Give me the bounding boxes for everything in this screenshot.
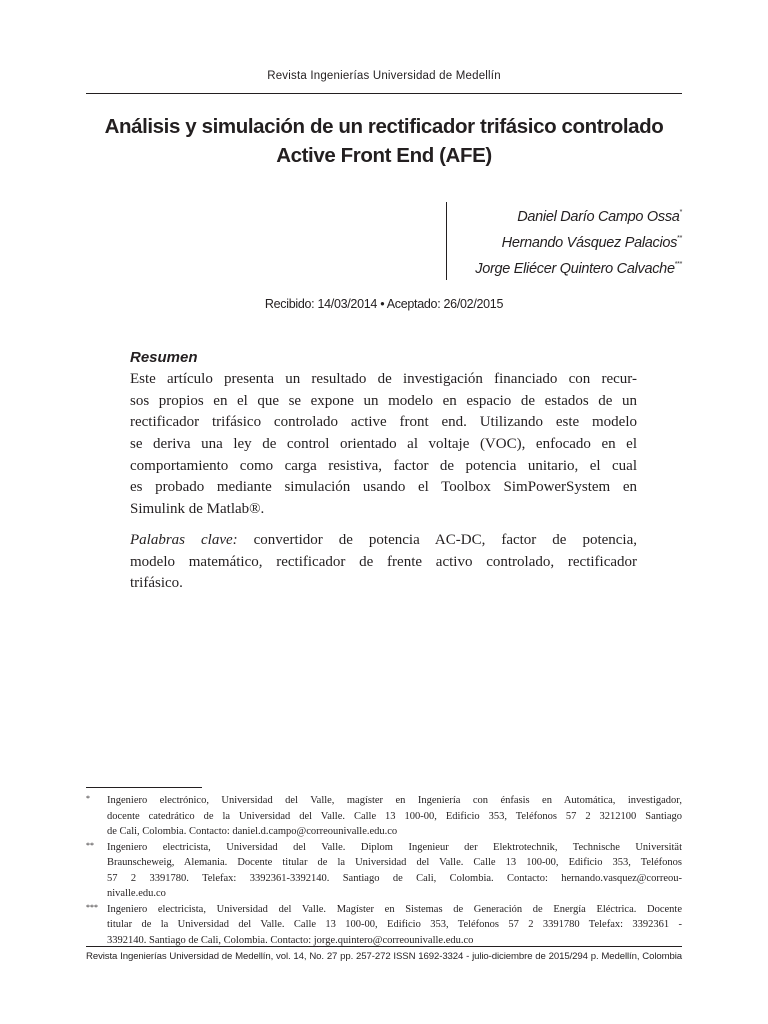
- keywords-line-2: modelo matemático, rectificador de frente activo controlado, rectificador: [130, 553, 637, 570]
- title-line-2: Active Front End (AFE): [276, 144, 492, 167]
- abstract-line: sos propios en el que se expone un modelo en espacio de estados de un: [130, 392, 637, 409]
- footnote-mark: *: [86, 794, 90, 803]
- footnote: [86, 840, 682, 902]
- abstract-line: se deriva una ley de control orientado al voltaje (VOC), enfocado en el: [130, 436, 637, 453]
- abstract-line: es probado mediante simulación usando el Toolbox SimPowerSystem en: [130, 479, 637, 496]
- footnotes: [86, 793, 682, 948]
- footnote-mark: ***: [86, 902, 98, 912]
- abstract-line: rectificador trifásico controlado active front end. Utilizando este modelo: [130, 414, 637, 431]
- footnote-line: nivalle.edu.co: [107, 888, 166, 899]
- footnote-line: Ingeniero electrónico, Universidad del Valle, magíster en Ingeniería con énfasis en Automática, investigador,: [107, 795, 682, 806]
- abstract-line: comportamiento como carga resistiva, factor de potencia unitario, el cual: [130, 457, 637, 474]
- footnote-line: de Cali, Colombia. Contacto: daniel.d.campo@correounivalle.edu.co: [107, 826, 398, 837]
- footnote-line: 57 2 3391780. Telefax: 3392361-3392140. Santiago de Cali, Colombia. Contacto: hernando.vasquez@correou-: [107, 872, 682, 884]
- footnote-line: Ingeniero electricista, Universidad del Valle. Magíster en Sistemas de Generación de Energía Eléctrica. Docente: [107, 903, 682, 915]
- journal-header: Revista Ingenierías Universidad de Medellín: [267, 70, 501, 82]
- author: Daniel Darío Campo Ossa*: [517, 209, 682, 225]
- footer-rule: [86, 946, 682, 947]
- footnote-line: Ingeniero electricista, Universidad del Valle. Diplom Ingenieur der Elektrotechnik, Technische Universität: [107, 841, 682, 853]
- page-footer: Revista Ingenierías Universidad de Medellín, vol. 14, No. 27 pp. 257-272 ISSN 1692-3324 - julio-diciembre de 2015/294 p. Medellín, Colombia: [86, 951, 682, 962]
- author-list: [446, 202, 682, 280]
- footnote-mark: **: [86, 840, 94, 850]
- keywords-label: Palabras clave:: [130, 531, 238, 548]
- footnote-rule: [86, 787, 202, 788]
- keywords-line-3: trifásico.: [130, 575, 183, 592]
- abstract-line: Este artículo presenta un resultado de investigación financiado con recur-: [130, 371, 637, 387]
- abstract: [130, 348, 637, 595]
- footnote: [86, 902, 682, 949]
- footnote-line: Braunscheweig, Alemania. Docente titular de la Universidad del Valle. Calle 13 100-00, Edificio 353, Teléfonos: [107, 857, 682, 868]
- keywords: [130, 530, 637, 595]
- received-accepted-dates: Recibido: 14/03/2014 • Aceptado: 26/02/2015: [264, 297, 504, 311]
- title-line-1: Análisis y simulación de un rectificador trifásico controlado: [104, 115, 664, 138]
- author: Jorge Eliécer Quintero Calvache***: [475, 261, 682, 277]
- article-title: [86, 112, 682, 170]
- footnote-line: titular de la Universidad del Valle. Calle 13 100-00, Edificio 353, Teléfonos 57 2 3391780 Telefax: 3392361 -: [107, 919, 682, 930]
- abstract-line: Simulink de Matlab®.: [130, 501, 265, 518]
- footnote: [86, 793, 682, 840]
- footnote-line: docente catedrático de la Universidad del Valle. Calle 13 100-00, Edificio 353, Teléfonos 57 2 3212100 Santiago: [107, 810, 682, 822]
- abstract-heading: Resumen: [130, 349, 198, 366]
- keywords-line-1: Palabras clave: convertidor de potencia AC-DC, factor de potencia,: [130, 531, 637, 548]
- header-rule: [86, 93, 682, 94]
- footnote-line: 3392140. Santiago de Cali, Colombia. Contacto: jorge.quintero@correounivalle.edu.co: [107, 934, 474, 946]
- author: Hernando Vásquez Palacios**: [501, 235, 682, 251]
